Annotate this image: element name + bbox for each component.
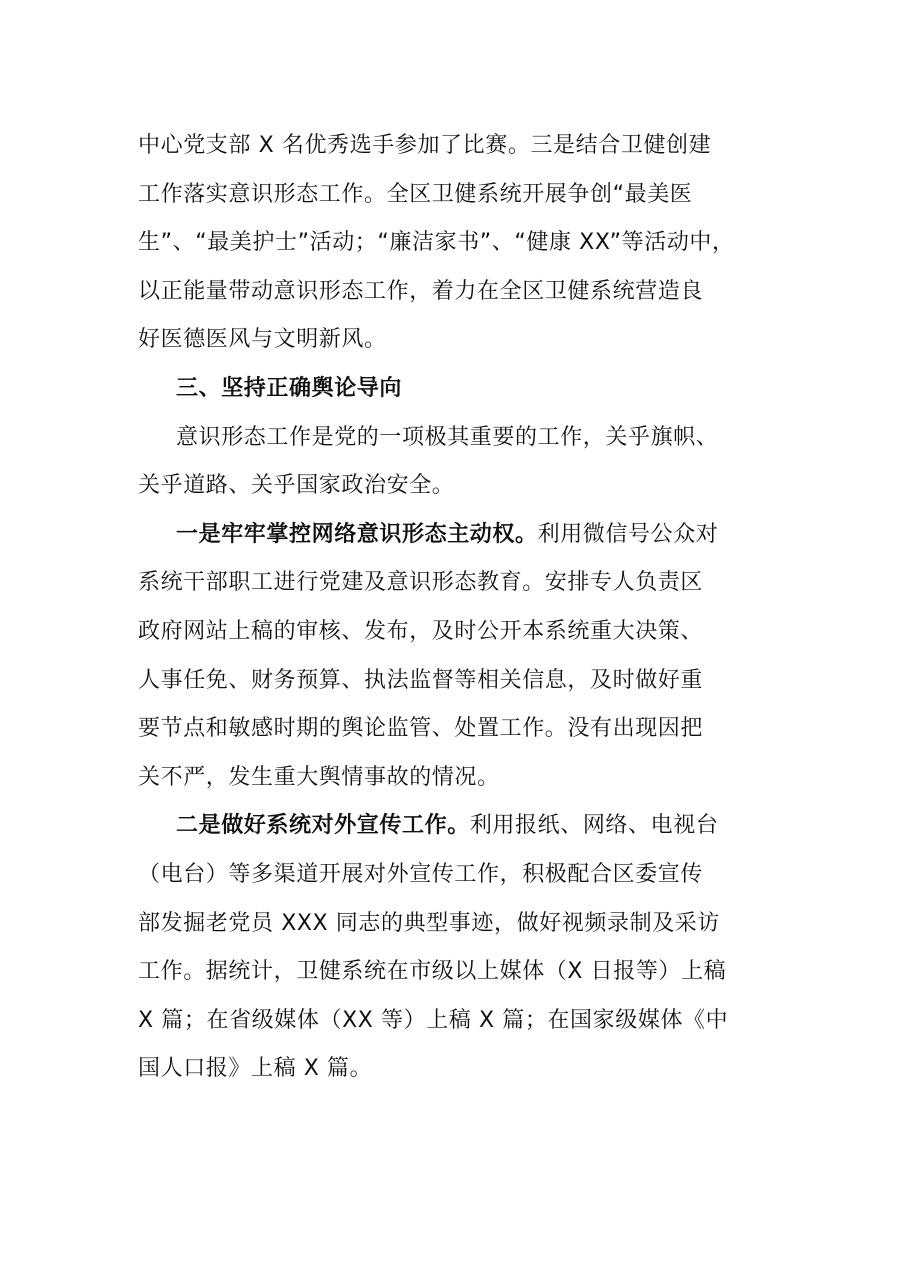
item-two-lead: 二是做好系统对外宣传工作。 [176,813,470,839]
text-line: 好医德医风与文明新风。 [138,327,387,353]
item-two-paragraph [138,802,774,1094]
text-line: 以正能量带动意识形态工作，着力在全区卫健系统营造良 [138,278,704,304]
section-intro-paragraph [138,414,774,511]
item-two-first-line [138,802,774,851]
text-line: 系统干部职工进行党建及意识形态教育。安排专人负责区 [138,570,704,596]
text-line: 生”、“最美护士”活动；“廉洁家书”、“健康 XX”等活动中， [138,230,735,256]
text-line: 工作。据统计，卫健系统在市级以上媒体（X 日报等）上稿 [138,959,727,985]
text-line: 人事任免、财务预算、执法监督等相关信息，及时做好重 [138,667,704,693]
text-line: 政府网站上稿的审核、发布，及时公开本系统重大决策、 [138,618,704,644]
text-line: X 篇；在省级媒体（XX 等）上稿 X 篇；在国家级媒体《中 [138,1007,729,1033]
text-line: 工作落实意识形态工作。全区卫健系统开展争创“最美医 [138,181,693,207]
text-line: 部发掘老党员 XXX 同志的典型事迹，做好视频录制及采访 [138,910,721,936]
text-line: 中心党支部 X 名优秀选手参加了比赛。三是结合卫健创建 [138,133,712,158]
text-line: 意识形态工作是党的一项极其重要的工作，关乎旗帜、 [176,424,719,450]
text-line: 要节点和敏感时期的舆论监管、处置工作。没有出现因把 [138,716,704,742]
item-two-lead-rest: 利用报纸、网络、电视台 [469,813,719,839]
text-line: 国人口报》上稿 X 篇。 [138,1056,373,1082]
item-one-first-line [138,511,774,560]
paragraph-continuation [138,122,774,365]
document-body [138,122,774,1094]
item-one-lead-rest: 利用微信号公众对 [537,521,719,547]
text-line: 关乎道路、关乎国家政治安全。 [138,473,455,499]
item-one-paragraph [138,511,774,803]
text-line: （电台）等多渠道开展对外宣传工作，积极配合区委宣传 [138,861,704,887]
item-one-lead: 一是牢牢掌控网络意识形态主动权。 [176,521,538,547]
text-line: 关不严，发生重大舆情事故的情况。 [138,764,500,790]
section-heading: 三、坚持正确舆论导向 [176,375,403,401]
